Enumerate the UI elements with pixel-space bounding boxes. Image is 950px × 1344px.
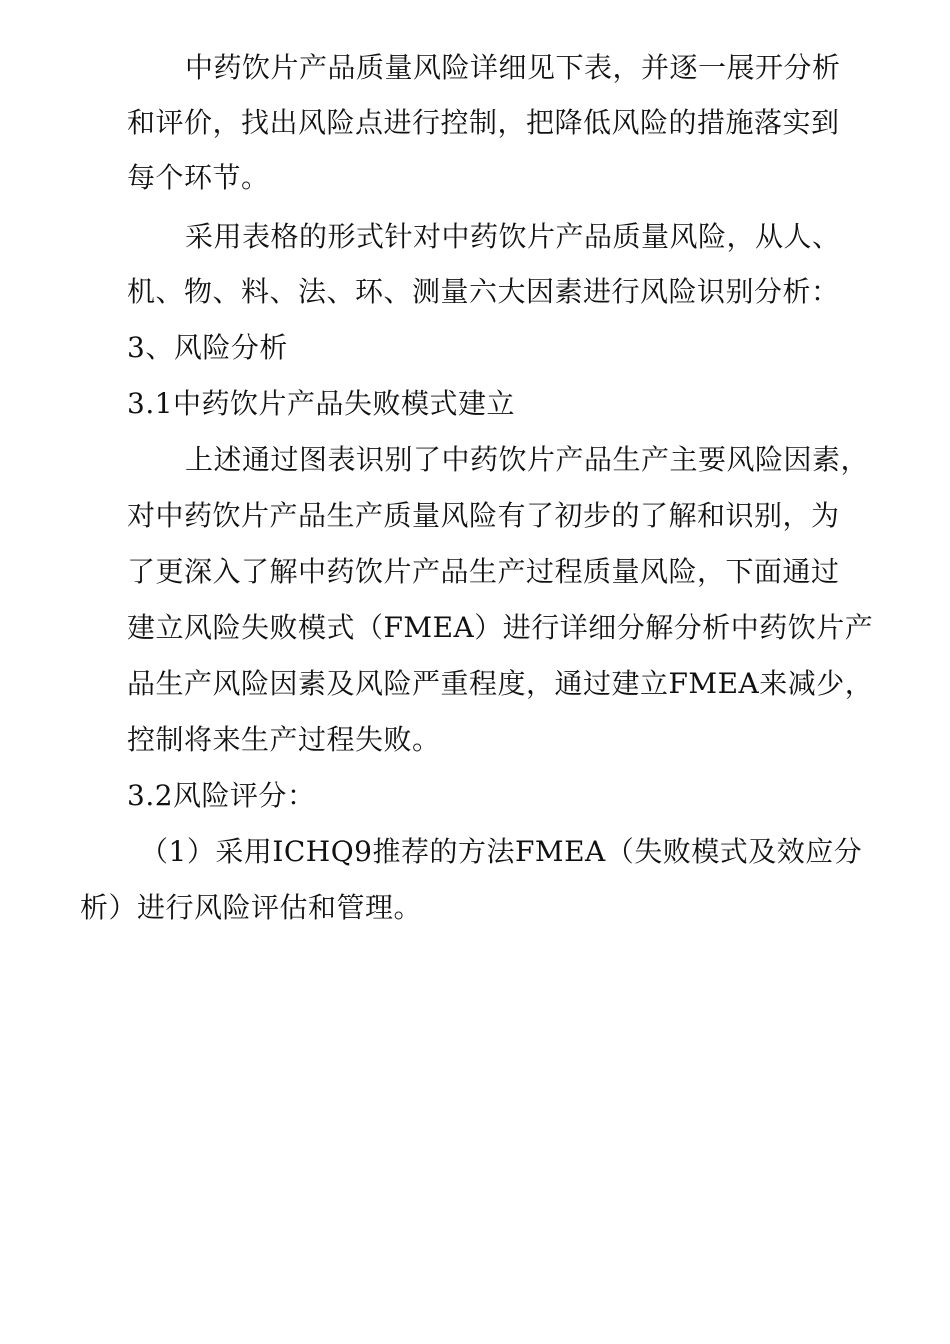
paragraph-3-line-5: 品生产风险因素及风险严重程度，通过建立FMEA来减少， [127, 667, 874, 700]
paragraph-2-line-1: 采用表格的形式针对中药饮片产品质量风险，从人、 [185, 220, 841, 253]
paragraph-3-line-6: 控制将来生产过程失败。 [127, 723, 441, 756]
paragraph-1-line-2: 和评价，找出风险点进行控制，把降低风险的措施落实到 [127, 106, 840, 139]
paragraph-4-line-2: 析）进行风险评估和管理。 [80, 891, 423, 924]
section-3-2-heading: 3.2风险评分： [127, 779, 316, 812]
paragraph-1-line-3: 每个环节。 [127, 161, 270, 194]
section-3-heading: 3、风险分析 [127, 331, 288, 364]
paragraph-4-line-1: （1）采用ICHQ9推荐的方法FMEA（失败模式及效应分 [140, 835, 863, 868]
paragraph-1-line-1: 中药饮片产品质量风险详细见下表，并逐一展开分析 [185, 51, 841, 84]
paragraph-3-line-2: 对中药饮片产品生产质量风险有了初步的了解和识别，为 [127, 499, 840, 532]
section-3-1-heading: 3.1中药饮片产品失败模式建立 [127, 387, 516, 420]
paragraph-3-line-4: 建立风险失败模式（FMEA）进行详细分解分析中药饮片产 [127, 611, 874, 644]
paragraph-3-line-3: 了更深入了解中药饮片产品生产过程质量风险，下面通过 [127, 555, 840, 588]
paragraph-3-line-1: 上述通过图表识别了中药饮片产品生产主要风险因素， [185, 443, 870, 476]
paragraph-2-line-2: 机、物、料、法、环、测量六大因素进行风险识别分析： [127, 275, 840, 308]
